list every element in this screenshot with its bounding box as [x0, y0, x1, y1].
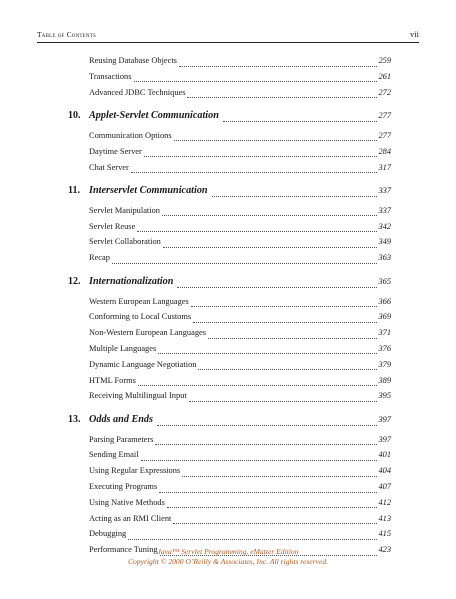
dot-leader	[138, 385, 378, 386]
toc-entry[interactable]	[89, 466, 391, 480]
toc-entry[interactable]	[89, 147, 391, 161]
dot-leader	[191, 306, 378, 307]
dot-leader	[155, 444, 377, 445]
toc-entry[interactable]	[89, 56, 391, 70]
page-ref: 397	[378, 434, 391, 444]
toc-chapter[interactable]	[68, 110, 391, 126]
toc-entry[interactable]	[89, 237, 391, 251]
chapter-title: Interservlet Communication	[89, 185, 208, 197]
page-ref: 366	[378, 296, 391, 306]
page-ref: 389	[378, 375, 391, 385]
chapter-number: 13.	[68, 414, 81, 426]
section-title: Debugging	[89, 529, 127, 539]
toc-entry[interactable]	[89, 376, 391, 390]
section-title: Servlet Reuse	[89, 221, 136, 231]
toc-entry[interactable]	[89, 312, 391, 326]
toc-entry[interactable]	[89, 435, 391, 449]
page-ref: 261	[378, 71, 391, 81]
page-ref: 371	[378, 328, 391, 338]
page-ref: 401	[378, 450, 391, 460]
toc-chapter[interactable]	[68, 414, 391, 430]
page-ref: 284	[378, 146, 391, 156]
section-title: Parsing Parameters	[89, 434, 154, 444]
section-title: Western European Languages	[89, 296, 189, 306]
page-ref: 349	[378, 237, 391, 247]
section-title: Receiving Multilingual Input	[89, 391, 187, 401]
toc-entry[interactable]	[89, 450, 391, 464]
dot-leader	[193, 322, 377, 323]
page-ref: 277	[378, 130, 391, 140]
page-number: vii	[410, 29, 419, 39]
running-header-title: Table of Contents	[37, 30, 96, 39]
section-title: Performance Tuning	[89, 545, 158, 555]
dot-leader	[128, 539, 377, 540]
page-ref: 317	[378, 162, 391, 172]
section-title: Non-Western European Languages	[89, 328, 206, 338]
toc-entry[interactable]	[89, 344, 391, 358]
dot-leader	[179, 66, 378, 67]
section-title: Conforming to Local Customs	[89, 312, 192, 322]
section-title: Using Native Methods	[89, 497, 165, 507]
section-title: Multiple Languages	[89, 343, 157, 353]
page-ref: 415	[378, 529, 391, 539]
toc-entry[interactable]	[89, 206, 391, 220]
footer	[0, 547, 456, 567]
dot-leader	[162, 215, 377, 216]
section-title: Advanced JDBC Techniques	[89, 87, 186, 97]
chapter-number: 10.	[68, 110, 81, 122]
dot-leader	[137, 231, 377, 232]
chapter-title: Odds and Ends	[89, 414, 153, 426]
chapter-title: Applet-Servlet Communication	[89, 110, 219, 122]
dot-leader	[131, 172, 378, 173]
dot-leader	[189, 401, 378, 402]
toc-entry[interactable]	[89, 391, 391, 405]
toc-entry[interactable]	[89, 482, 391, 496]
toc-entry[interactable]	[89, 222, 391, 236]
section-title: Servlet Manipulation	[89, 205, 160, 215]
section-title: HTML Forms	[89, 375, 136, 385]
page-ref: 379	[378, 359, 391, 369]
page-ref: 407	[378, 482, 391, 491]
toc-entry[interactable]	[89, 514, 391, 528]
dot-leader	[157, 425, 377, 426]
page-ref: 272	[378, 87, 391, 97]
footer-line-2: Copyright © 2000 O’Reilly & Associates, Inc. All rights reserved.	[127, 557, 329, 566]
section-title: Servlet Collaboration	[89, 237, 161, 247]
dot-leader	[182, 476, 377, 477]
dot-leader	[158, 353, 377, 354]
page-ref: 412	[378, 497, 391, 507]
dot-leader	[167, 507, 378, 508]
page-ref: 277	[378, 111, 391, 121]
footer-line-1: Java™ Servlet Programming, eMatter Edition	[157, 547, 299, 556]
page-ref: 337	[378, 205, 391, 215]
toc-entry[interactable]	[89, 360, 391, 374]
dot-leader	[134, 81, 378, 82]
toc-chapter[interactable]	[68, 185, 391, 201]
section-title: Reusing Database Objects	[89, 56, 177, 65]
toc-entry[interactable]	[89, 498, 391, 512]
page-ref: 337	[378, 186, 391, 196]
dot-leader	[198, 369, 377, 370]
dot-leader	[208, 338, 377, 339]
page-ref: 423	[378, 545, 391, 555]
dot-leader	[159, 492, 377, 493]
page-ref: 413	[378, 513, 391, 523]
page-ref: 259	[378, 56, 391, 65]
section-title: Transactions	[89, 71, 132, 81]
toc-entry[interactable]	[89, 328, 391, 342]
section-title: Daytime Server	[89, 146, 142, 156]
section-title: Chat Server	[89, 162, 129, 172]
toc-entry[interactable]	[89, 253, 391, 267]
dot-leader	[212, 196, 378, 197]
page-ref: 404	[378, 466, 391, 476]
page-ref: 342	[378, 221, 391, 231]
toc-entry[interactable]	[89, 131, 391, 145]
toc-entry[interactable]	[89, 88, 391, 102]
page-ref: 363	[378, 253, 391, 263]
section-title: Executing Programs	[89, 482, 158, 491]
toc-chapter[interactable]	[68, 276, 391, 292]
toc-entry[interactable]	[89, 297, 391, 311]
page-ref: 376	[378, 343, 391, 353]
section-title: Acting as an RMI Client	[89, 513, 172, 523]
page-ref: 369	[378, 312, 391, 322]
dot-leader	[141, 460, 378, 461]
section-title: Sending Email	[89, 450, 139, 460]
page-ref: 365	[378, 277, 391, 286]
chapter-number: 12.	[68, 276, 81, 287]
page-ref: 395	[378, 391, 391, 401]
section-title: Dynamic Language Negotiation	[89, 359, 197, 369]
toc-entry[interactable]	[89, 163, 391, 177]
dot-leader	[174, 140, 378, 141]
dot-leader	[177, 287, 377, 288]
dot-leader	[163, 247, 378, 248]
toc-entry[interactable]	[89, 529, 391, 543]
dot-leader	[223, 121, 378, 122]
dot-leader	[187, 97, 377, 98]
toc-entry[interactable]	[89, 72, 391, 86]
chapter-number: 11.	[68, 185, 80, 197]
dot-leader	[144, 156, 378, 157]
section-title: Recap	[89, 253, 110, 263]
page-ref: 397	[378, 415, 391, 425]
section-title: Using Regular Expressions	[89, 466, 181, 476]
section-title: Communication Options	[89, 130, 172, 140]
chapter-title: Internationalization	[89, 276, 174, 287]
dot-leader	[112, 263, 378, 264]
dot-leader	[173, 523, 377, 524]
